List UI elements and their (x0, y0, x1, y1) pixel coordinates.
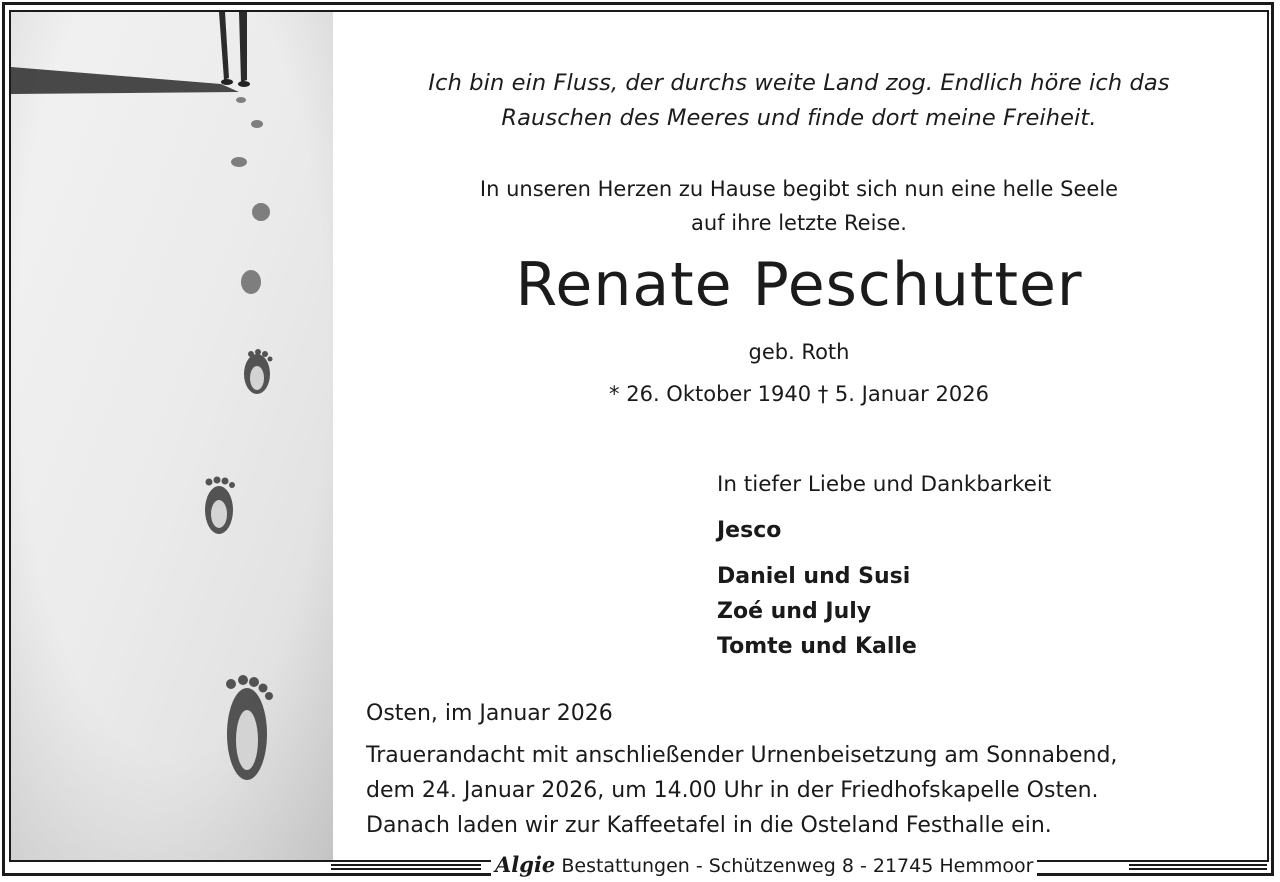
funeral-home-address: Bestattungen - Schützenweg 8 - 21745 Hemmoor (561, 855, 1034, 877)
footer-text (491, 852, 1037, 877)
family-member: Daniel und Susi (717, 564, 911, 589)
footer-rule-left (331, 864, 481, 870)
life-dates: * 26. Oktober 1940 † 5. Januar 2026 (609, 382, 989, 406)
service-line-2: dem 24. Januar 2026, um 14.00 Uhr in der Friedhofskapelle Osten. (366, 778, 1099, 803)
footer-rule-right (1129, 864, 1267, 870)
family-member: Tomte und Kalle (717, 634, 917, 659)
family-member: Zoé und July (717, 599, 872, 624)
intro-line-1: In unseren Herzen zu Hause begibt sich nun eine helle Seele (479, 177, 1119, 201)
obituary-text (340, 12, 1258, 860)
service-line-3: Danach laden wir zur Kaffeetafel in die Osteland Festhalle ein. (366, 813, 1052, 838)
service-line-1: Trauerandacht mit anschließender Urnenbeisetzung am Sonnabend, (366, 743, 1118, 768)
funeral-home-logo: Algie (495, 852, 556, 877)
maiden-name: geb. Roth (748, 340, 850, 364)
footprints-photo (11, 12, 333, 860)
family-member: Jesco (717, 518, 782, 543)
dedication: In tiefer Liebe und Dankbarkeit (717, 472, 1052, 497)
deceased-name: Renate Peschutter (515, 250, 1083, 320)
quote-line-1: Ich bin ein Fluss, der durchs weite Land zog. Endlich höre ich das (428, 70, 1170, 96)
place-date: Osten, im Januar 2026 (366, 701, 613, 726)
intro-line-2: auf ihre letzte Reise. (691, 211, 907, 235)
funeral-home-footer (11, 850, 1267, 878)
quote-line-2: Rauschen des Meeres und finde dort meine Freiheit. (501, 105, 1097, 131)
